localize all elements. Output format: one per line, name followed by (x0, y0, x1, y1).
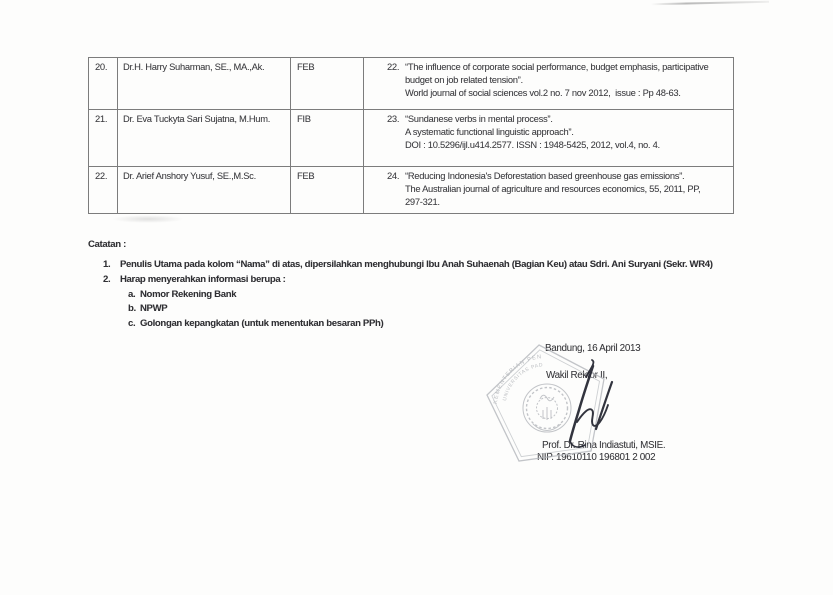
scan-smudge (112, 215, 184, 223)
note-item (103, 258, 713, 272)
publication-line: “Reducing Indonesia's Deforestation based greenhouse gas emissions”. (405, 171, 685, 181)
table-row (89, 58, 734, 110)
author-name-cell: Dr. Eva Tuckyta Sari Sujatna, M.Hum. (118, 110, 291, 167)
note-letter: b. (128, 303, 136, 314)
seal-inner-text: UNIVERSITAS PAD (502, 362, 544, 402)
publication-line: “Sundanese verbs in mental process”. (405, 114, 553, 124)
publication-line: DOI : 10.5296/ijl.u414.2577. ISSN : 1948-5425, 2012, vol.4, no. 4. (405, 140, 660, 150)
signatory-nip: NIP. 19610110 196801 2 002 (537, 452, 656, 463)
signature-place-date: Bandung, 16 April 2013 (545, 343, 641, 354)
note-text: Harap menyerahkan informasi berupa : (120, 274, 286, 285)
note-text: Nomor Rekening Bank (140, 288, 237, 300)
note-letter: a. (128, 288, 136, 300)
publication-cell (364, 58, 734, 110)
seal-outer-text: KEMENTERIAN PEN (492, 354, 543, 405)
note-text: NPWP (140, 303, 168, 314)
table-row (89, 110, 734, 167)
notes-section (88, 238, 713, 331)
signatory-name: Prof. Dr. Rina Indiastuti, MSIE. (542, 440, 666, 451)
svg-text:UNIVERSITAS PAD (502, 362, 544, 401)
publication-text (405, 113, 729, 152)
publication-cell (364, 167, 734, 214)
row-number-cell: 22. (89, 167, 118, 214)
scan-artifact-line (651, 1, 769, 5)
row-number-cell: 21. (89, 110, 118, 167)
note-number: 1. (103, 259, 111, 270)
svg-text:KEMENTERIAN PEN (493, 354, 543, 404)
publication-number: 22. (387, 62, 400, 72)
author-name-cell: Dr.H. Harry Suharman, SE., MA.,Ak. (118, 58, 291, 110)
signature-role-title: Wakil Rektor II, (546, 370, 608, 381)
table-row (89, 167, 734, 214)
note-sub-item (128, 288, 713, 302)
publication-line: “The influence of corporate social performance, budget emphasis, participative (405, 62, 709, 72)
note-sub-item (128, 317, 713, 331)
row-number-cell: 20. (89, 58, 118, 110)
note-text: Penulis Utama pada kolom “Nama” di atas, dipersilahkan menghubungi Ibu Anah Suhaenah (Bagian Keu) atau Sdri. Ani Suryani (Sekr. WR4) (120, 259, 713, 270)
note-number: 2. (103, 274, 111, 285)
publication-number: 23. (387, 114, 400, 124)
publication-line: budget on job related tension”. (405, 75, 523, 85)
faculty-cell: FEB (291, 58, 364, 110)
author-name-cell: Dr. Arief Anshory Yusuf, SE.,M.Sc. (118, 167, 291, 214)
publication-cell (364, 110, 734, 167)
publication-line: The Australian journal of agriculture and resources economics, 55, 2011, PP, (405, 184, 701, 194)
note-letter: c. (128, 317, 136, 329)
publication-text (405, 170, 729, 209)
note-text: Golongan kepangkatan (untuk menentukan besaran PPh) (140, 317, 384, 329)
publication-number: 24. (387, 171, 400, 181)
note-item (103, 273, 713, 287)
faculty-cell: FIB (291, 110, 364, 167)
publication-line: 297-321. (405, 197, 440, 207)
faculty-cell: FEB (291, 167, 364, 214)
note-sub-item (128, 302, 713, 316)
notes-title: Catatan : (88, 239, 126, 250)
publications-table (88, 57, 734, 214)
publication-line: A systematic functional linguistic approach”. (405, 127, 574, 137)
publication-text (405, 61, 729, 100)
publication-line: World journal of social sciences vol.2 no. 7 nov 2012, issue : Pp 48-63. (405, 88, 681, 98)
